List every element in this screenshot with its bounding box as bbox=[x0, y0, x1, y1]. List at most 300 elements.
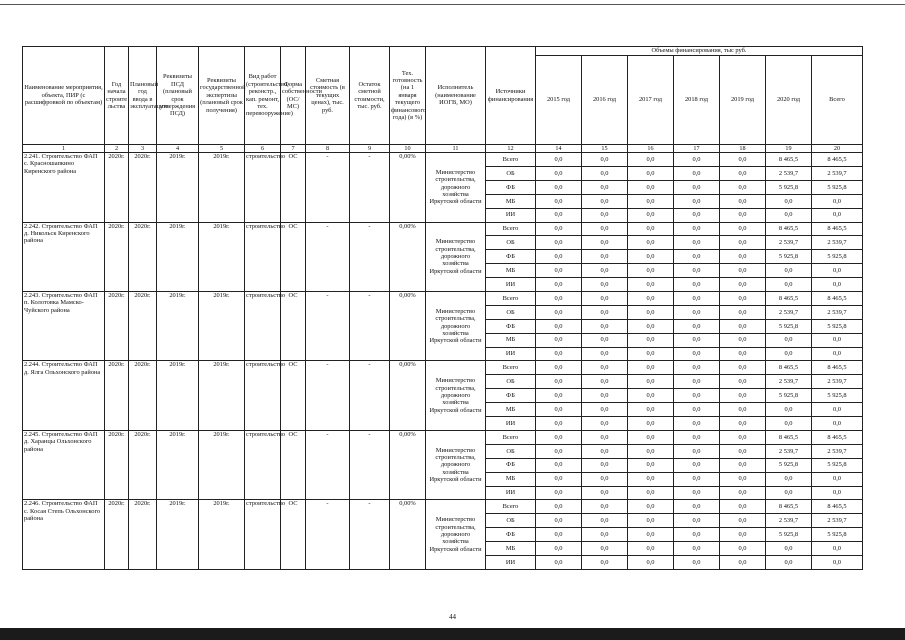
cell-commission-year: 2020г. bbox=[129, 222, 157, 291]
cell-executor: Министерство строительства, дорожного хозяйства Иркутской области bbox=[426, 361, 486, 430]
cell-funding-source: МБ bbox=[486, 542, 536, 556]
cell-amount: 0,0 bbox=[536, 278, 582, 292]
cell-amount: 8 465,5 bbox=[766, 222, 812, 236]
cell-amount: 0,0 bbox=[628, 528, 674, 542]
column-number: 12 bbox=[486, 145, 536, 153]
cell-ownership: ОС bbox=[281, 222, 306, 291]
cell-amount: 0,0 bbox=[582, 180, 628, 194]
cell-amount: 0,0 bbox=[536, 180, 582, 194]
cell-work-type: строительство bbox=[245, 292, 281, 361]
cell-psd: 2019г. bbox=[157, 500, 199, 569]
cell-amount: 0,0 bbox=[766, 278, 812, 292]
cell-amount: 0,0 bbox=[720, 305, 766, 319]
cell-amount: 0,0 bbox=[674, 264, 720, 278]
cell-funding-source: ИИ bbox=[486, 278, 536, 292]
cell-amount: 0,0 bbox=[812, 472, 863, 486]
cell-amount: 0,0 bbox=[582, 333, 628, 347]
cell-amount: 8 465,5 bbox=[766, 153, 812, 167]
financing-table bbox=[22, 46, 863, 570]
cell-amount: 0,0 bbox=[582, 361, 628, 375]
cell-amount: 0,0 bbox=[720, 292, 766, 306]
cell-amount: 0,0 bbox=[628, 555, 674, 569]
cell-amount: 0,0 bbox=[582, 528, 628, 542]
cell-executor: Министерство строительства, дорожного хозяйства Иркутской области bbox=[426, 153, 486, 222]
header-year: 2018 год bbox=[674, 56, 720, 145]
cell-funding-source: ОБ bbox=[486, 167, 536, 181]
header-row-top bbox=[23, 47, 863, 56]
cell-funding-source: Всего bbox=[486, 153, 536, 167]
cell-amount: 0,0 bbox=[628, 180, 674, 194]
table-row bbox=[23, 430, 863, 444]
cell-commission-year: 2020г. bbox=[129, 500, 157, 569]
cell-object-name: 2.245. Строительство ФАП д. Харанцы Ольхонского района bbox=[23, 430, 105, 499]
cell-work-type: строительство bbox=[245, 500, 281, 569]
cell-funding-source: МБ bbox=[486, 264, 536, 278]
cell-amount: 0,0 bbox=[766, 194, 812, 208]
cell-amount: 2 539,7 bbox=[812, 236, 863, 250]
cell-amount: 5 925,8 bbox=[812, 389, 863, 403]
cell-amount: 0,0 bbox=[628, 333, 674, 347]
cell-amount: 0,0 bbox=[674, 333, 720, 347]
cell-amount: 0,0 bbox=[720, 555, 766, 569]
cell-amount: 0,0 bbox=[720, 486, 766, 500]
cell-funding-source: ИИ bbox=[486, 208, 536, 222]
cell-amount: 0,0 bbox=[628, 153, 674, 167]
cell-amount: 0,0 bbox=[628, 486, 674, 500]
column-number: 11 bbox=[426, 145, 486, 153]
cell-amount: 0,0 bbox=[536, 542, 582, 556]
cell-start-year: 2020г. bbox=[105, 430, 129, 499]
cell-amount: 0,0 bbox=[628, 500, 674, 514]
cell-object-name: 2.246. Строительство ФАП с. Косая Степь Ольхонского района bbox=[23, 500, 105, 569]
cell-start-year: 2020г. bbox=[105, 361, 129, 430]
cell-object-name: 2.242. Строительство ФАП д. Никольск Киренского района bbox=[23, 222, 105, 291]
cell-amount: 0,0 bbox=[720, 333, 766, 347]
table-row bbox=[23, 361, 863, 375]
cell-amount: 0,0 bbox=[812, 486, 863, 500]
cell-funding-source: ФБ bbox=[486, 528, 536, 542]
cell-amount: 5 925,8 bbox=[812, 319, 863, 333]
cell-amount: 2 539,7 bbox=[812, 375, 863, 389]
cell-commission-year: 2020г. bbox=[129, 361, 157, 430]
column-number-row bbox=[23, 145, 863, 153]
cell-amount: 0,0 bbox=[674, 528, 720, 542]
cell-executor: Министерство строительства, дорожного хозяйства Иркутской области bbox=[426, 222, 486, 291]
cell-amount: 0,0 bbox=[628, 542, 674, 556]
cell-amount: 0,0 bbox=[674, 417, 720, 431]
cell-amount: 0,0 bbox=[582, 472, 628, 486]
cell-amount: 0,0 bbox=[674, 542, 720, 556]
cell-amount: 0,0 bbox=[720, 236, 766, 250]
cell-amount: 0,0 bbox=[812, 417, 863, 431]
cell-amount: 0,0 bbox=[582, 347, 628, 361]
cell-amount: 0,0 bbox=[628, 264, 674, 278]
cell-object-name: 2.241. Строительство ФАП с. Красношапкино Киренского района bbox=[23, 153, 105, 222]
cell-amount: 0,0 bbox=[628, 222, 674, 236]
top-border-line bbox=[0, 4, 905, 5]
cell-amount: 0,0 bbox=[674, 305, 720, 319]
cell-object-name: 2.243. Строительство ФАП п. Колотовка Мамско-Чуйского района bbox=[23, 292, 105, 361]
cell-amount: 0,0 bbox=[536, 292, 582, 306]
cell-amount: 2 539,7 bbox=[766, 236, 812, 250]
cell-amount: 5 925,8 bbox=[766, 319, 812, 333]
cell-psd: 2019г. bbox=[157, 292, 199, 361]
cell-amount: 0,0 bbox=[582, 236, 628, 250]
header-year: 2019 год bbox=[720, 56, 766, 145]
cell-amount: 0,0 bbox=[536, 333, 582, 347]
cell-funding-source: Всего bbox=[486, 222, 536, 236]
cell-amount: 0,0 bbox=[720, 514, 766, 528]
header-funding-group: Объемы финансирования, тыс руб. bbox=[536, 47, 863, 56]
cell-readiness: 0,00% bbox=[390, 361, 426, 430]
cell-amount: 0,0 bbox=[582, 444, 628, 458]
cell-funding-source: ФБ bbox=[486, 180, 536, 194]
header-work-type: Вид работ (строительство, реконстр., кап. ремонт, тех. перевооружение) bbox=[245, 47, 281, 145]
cell-amount: 0,0 bbox=[812, 347, 863, 361]
cell-amount: 5 925,8 bbox=[812, 250, 863, 264]
cell-amount: 0,0 bbox=[628, 305, 674, 319]
cell-estimated-cost: - bbox=[306, 222, 350, 291]
cell-expertise: 2019г. bbox=[199, 361, 245, 430]
column-number: 14 bbox=[536, 145, 582, 153]
cell-amount: 0,0 bbox=[628, 403, 674, 417]
cell-amount: 0,0 bbox=[536, 389, 582, 403]
cell-amount: 0,0 bbox=[720, 264, 766, 278]
header-year: 2017 год bbox=[628, 56, 674, 145]
cell-amount: 0,0 bbox=[812, 542, 863, 556]
header-commission-year: Плановый год ввода в эксплуатацию bbox=[129, 47, 157, 145]
cell-amount: 8 465,5 bbox=[812, 361, 863, 375]
cell-amount: 0,0 bbox=[582, 514, 628, 528]
cell-work-type: строительство bbox=[245, 222, 281, 291]
header-ownership: Форма собственности (ОС/МС) bbox=[281, 47, 306, 145]
cell-amount: 0,0 bbox=[628, 236, 674, 250]
cell-amount: 0,0 bbox=[674, 194, 720, 208]
cell-amount: 0,0 bbox=[628, 347, 674, 361]
cell-amount: 0,0 bbox=[582, 194, 628, 208]
cell-amount: 0,0 bbox=[766, 417, 812, 431]
cell-amount: 2 539,7 bbox=[766, 444, 812, 458]
column-number: 1 bbox=[23, 145, 105, 153]
cell-amount: 0,0 bbox=[582, 292, 628, 306]
header-year: 2020 год bbox=[766, 56, 812, 145]
header-name: Наименование мероприятия, объекта, ПИР (с расшифровкой по объектам) bbox=[23, 47, 105, 145]
cell-amount: 0,0 bbox=[766, 542, 812, 556]
cell-amount: 0,0 bbox=[628, 472, 674, 486]
header-start-year: Год начала строите льства bbox=[105, 47, 129, 145]
cell-amount: 0,0 bbox=[582, 430, 628, 444]
cell-amount: 5 925,8 bbox=[766, 389, 812, 403]
table-body bbox=[23, 153, 863, 570]
cell-amount: 0,0 bbox=[582, 264, 628, 278]
cell-amount: 0,0 bbox=[582, 319, 628, 333]
header-year: 2015 год bbox=[536, 56, 582, 145]
cell-funding-source: ИИ bbox=[486, 555, 536, 569]
cell-amount: 0,0 bbox=[812, 555, 863, 569]
cell-amount: 0,0 bbox=[674, 236, 720, 250]
cell-amount: 0,0 bbox=[720, 250, 766, 264]
cell-amount: 0,0 bbox=[536, 305, 582, 319]
cell-funding-source: ОБ bbox=[486, 236, 536, 250]
cell-amount: 0,0 bbox=[674, 208, 720, 222]
cell-amount: 0,0 bbox=[766, 333, 812, 347]
cell-amount: 0,0 bbox=[536, 222, 582, 236]
cell-estimated-cost: - bbox=[306, 500, 350, 569]
table-row bbox=[23, 222, 863, 236]
cell-funding-source: ИИ bbox=[486, 486, 536, 500]
cell-amount: 0,0 bbox=[720, 278, 766, 292]
cell-amount: 0,0 bbox=[582, 208, 628, 222]
cell-amount: 0,0 bbox=[674, 278, 720, 292]
bottom-scan-band bbox=[0, 628, 905, 640]
cell-amount: 2 539,7 bbox=[812, 305, 863, 319]
cell-amount: 0,0 bbox=[812, 194, 863, 208]
cell-start-year: 2020г. bbox=[105, 500, 129, 569]
cell-readiness: 0,00% bbox=[390, 430, 426, 499]
cell-amount: 0,0 bbox=[720, 361, 766, 375]
cell-amount: 0,0 bbox=[812, 264, 863, 278]
cell-funding-source: МБ bbox=[486, 472, 536, 486]
cell-amount: 0,0 bbox=[536, 555, 582, 569]
cell-amount: 0,0 bbox=[628, 361, 674, 375]
cell-amount: 0,0 bbox=[536, 500, 582, 514]
column-number: 15 bbox=[582, 145, 628, 153]
column-number: 3 bbox=[129, 145, 157, 153]
cell-amount: 0,0 bbox=[766, 403, 812, 417]
cell-executor: Министерство строительства, дорожного хозяйства Иркутской области bbox=[426, 430, 486, 499]
cell-amount: 0,0 bbox=[720, 403, 766, 417]
cell-amount: 0,0 bbox=[766, 264, 812, 278]
cell-funding-source: ФБ bbox=[486, 250, 536, 264]
cell-amount: 0,0 bbox=[766, 208, 812, 222]
column-number: 5 bbox=[199, 145, 245, 153]
header-executor: Исполнитель (наименование ИОГВ, МО) bbox=[426, 47, 486, 145]
cell-amount: 0,0 bbox=[628, 458, 674, 472]
cell-amount: 0,0 bbox=[582, 542, 628, 556]
cell-funding-source: ИИ bbox=[486, 347, 536, 361]
cell-amount: 0,0 bbox=[582, 458, 628, 472]
cell-amount: 0,0 bbox=[674, 292, 720, 306]
cell-psd: 2019г. bbox=[157, 430, 199, 499]
cell-amount: 2 539,7 bbox=[812, 514, 863, 528]
cell-ownership: ОС bbox=[281, 361, 306, 430]
cell-ownership: ОС bbox=[281, 430, 306, 499]
cell-commission-year: 2020г. bbox=[129, 153, 157, 222]
header-year: 2016 год bbox=[582, 56, 628, 145]
cell-estimated-cost: - bbox=[306, 361, 350, 430]
cell-amount: 0,0 bbox=[628, 292, 674, 306]
cell-amount: 5 925,8 bbox=[766, 180, 812, 194]
cell-object-name: 2.244. Строительство ФАП д. Ялга Ольхонского района bbox=[23, 361, 105, 430]
cell-amount: 0,0 bbox=[720, 389, 766, 403]
cell-remaining-cost: - bbox=[350, 430, 390, 499]
cell-funding-source: ФБ bbox=[486, 389, 536, 403]
cell-amount: 0,0 bbox=[720, 222, 766, 236]
column-number: 2 bbox=[105, 145, 129, 153]
cell-expertise: 2019г. bbox=[199, 153, 245, 222]
header-total: Всего bbox=[812, 56, 863, 145]
cell-amount: 5 925,8 bbox=[812, 458, 863, 472]
cell-amount: 0,0 bbox=[536, 319, 582, 333]
column-number: 10 bbox=[390, 145, 426, 153]
cell-amount: 0,0 bbox=[720, 194, 766, 208]
cell-amount: 2 539,7 bbox=[766, 514, 812, 528]
cell-executor: Министерство строительства, дорожного хозяйства Иркутской области bbox=[426, 500, 486, 569]
cell-amount: 0,0 bbox=[582, 153, 628, 167]
cell-amount: 0,0 bbox=[674, 361, 720, 375]
cell-amount: 0,0 bbox=[674, 403, 720, 417]
cell-commission-year: 2020г. bbox=[129, 292, 157, 361]
cell-commission-year: 2020г. bbox=[129, 430, 157, 499]
cell-amount: 0,0 bbox=[674, 472, 720, 486]
cell-amount: 0,0 bbox=[582, 278, 628, 292]
cell-amount: 8 465,5 bbox=[812, 500, 863, 514]
cell-amount: 0,0 bbox=[536, 458, 582, 472]
cell-expertise: 2019г. bbox=[199, 292, 245, 361]
cell-funding-source: Всего bbox=[486, 292, 536, 306]
cell-amount: 0,0 bbox=[766, 486, 812, 500]
column-number: 7 bbox=[281, 145, 306, 153]
cell-amount: 0,0 bbox=[674, 444, 720, 458]
cell-amount: 0,0 bbox=[720, 500, 766, 514]
cell-amount: 0,0 bbox=[812, 403, 863, 417]
cell-amount: 0,0 bbox=[812, 333, 863, 347]
cell-readiness: 0,00% bbox=[390, 292, 426, 361]
table-row bbox=[23, 153, 863, 167]
cell-amount: 8 465,5 bbox=[812, 153, 863, 167]
cell-amount: 0,0 bbox=[674, 389, 720, 403]
cell-expertise: 2019г. bbox=[199, 222, 245, 291]
cell-amount: 0,0 bbox=[628, 444, 674, 458]
cell-amount: 0,0 bbox=[628, 319, 674, 333]
cell-amount: 0,0 bbox=[536, 472, 582, 486]
cell-work-type: строительство bbox=[245, 153, 281, 222]
cell-amount: 0,0 bbox=[720, 472, 766, 486]
cell-amount: 8 465,5 bbox=[812, 292, 863, 306]
cell-amount: 0,0 bbox=[628, 417, 674, 431]
cell-amount: 0,0 bbox=[582, 389, 628, 403]
cell-amount: 0,0 bbox=[536, 347, 582, 361]
cell-amount: 0,0 bbox=[582, 167, 628, 181]
cell-amount: 0,0 bbox=[628, 167, 674, 181]
column-number: 9 bbox=[350, 145, 390, 153]
cell-amount: 0,0 bbox=[720, 167, 766, 181]
cell-psd: 2019г. bbox=[157, 222, 199, 291]
cell-amount: 0,0 bbox=[628, 250, 674, 264]
cell-amount: 0,0 bbox=[812, 278, 863, 292]
cell-amount: 2 539,7 bbox=[766, 305, 812, 319]
cell-amount: 0,0 bbox=[720, 458, 766, 472]
cell-expertise: 2019г. bbox=[199, 500, 245, 569]
cell-amount: 0,0 bbox=[536, 250, 582, 264]
cell-amount: 0,0 bbox=[674, 500, 720, 514]
cell-estimated-cost: - bbox=[306, 430, 350, 499]
cell-start-year: 2020г. bbox=[105, 292, 129, 361]
cell-amount: 0,0 bbox=[536, 514, 582, 528]
cell-amount: 0,0 bbox=[720, 444, 766, 458]
cell-amount: 0,0 bbox=[536, 375, 582, 389]
cell-amount: 0,0 bbox=[720, 542, 766, 556]
cell-amount: 5 925,8 bbox=[812, 180, 863, 194]
cell-amount: 0,0 bbox=[674, 167, 720, 181]
cell-funding-source: ФБ bbox=[486, 319, 536, 333]
cell-psd: 2019г. bbox=[157, 361, 199, 430]
table-row bbox=[23, 500, 863, 514]
cell-amount: 0,0 bbox=[674, 250, 720, 264]
cell-amount: 0,0 bbox=[536, 194, 582, 208]
cell-amount: 8 465,5 bbox=[766, 292, 812, 306]
cell-amount: 0,0 bbox=[628, 375, 674, 389]
cell-amount: 0,0 bbox=[536, 361, 582, 375]
cell-amount: 0,0 bbox=[674, 486, 720, 500]
cell-funding-source: ОБ bbox=[486, 514, 536, 528]
cell-amount: 0,0 bbox=[674, 319, 720, 333]
cell-amount: 0,0 bbox=[536, 236, 582, 250]
page-number: 44 bbox=[449, 613, 456, 621]
header-remaining-cost: Остаток сметной стоимости, тыс. руб. bbox=[350, 47, 390, 145]
cell-start-year: 2020г. bbox=[105, 153, 129, 222]
cell-work-type: строительство bbox=[245, 430, 281, 499]
cell-amount: 0,0 bbox=[674, 180, 720, 194]
cell-amount: 0,0 bbox=[674, 430, 720, 444]
cell-funding-source: ФБ bbox=[486, 458, 536, 472]
column-number: 16 bbox=[628, 145, 674, 153]
cell-start-year: 2020г. bbox=[105, 222, 129, 291]
column-number: 19 bbox=[766, 145, 812, 153]
cell-amount: 0,0 bbox=[674, 347, 720, 361]
cell-remaining-cost: - bbox=[350, 500, 390, 569]
cell-funding-source: МБ bbox=[486, 333, 536, 347]
header-funding-source: Источники финансирования bbox=[486, 47, 536, 145]
cell-amount: 0,0 bbox=[674, 555, 720, 569]
column-number: 6 bbox=[245, 145, 281, 153]
cell-amount: 0,0 bbox=[674, 514, 720, 528]
cell-amount: 0,0 bbox=[582, 417, 628, 431]
cell-amount: 2 539,7 bbox=[812, 167, 863, 181]
cell-amount: 0,0 bbox=[628, 389, 674, 403]
cell-amount: 0,0 bbox=[720, 347, 766, 361]
cell-amount: 0,0 bbox=[536, 430, 582, 444]
cell-amount: 0,0 bbox=[536, 528, 582, 542]
cell-ownership: ОС bbox=[281, 292, 306, 361]
cell-amount: 0,0 bbox=[628, 278, 674, 292]
cell-amount: 0,0 bbox=[628, 430, 674, 444]
cell-readiness: 0,00% bbox=[390, 500, 426, 569]
cell-executor: Министерство строительства, дорожного хозяйства Иркутской области bbox=[426, 292, 486, 361]
cell-funding-source: Всего bbox=[486, 500, 536, 514]
cell-amount: 0,0 bbox=[766, 472, 812, 486]
cell-amount: 0,0 bbox=[582, 375, 628, 389]
cell-psd: 2019г. bbox=[157, 153, 199, 222]
cell-remaining-cost: - bbox=[350, 292, 390, 361]
cell-amount: 8 465,5 bbox=[812, 430, 863, 444]
cell-ownership: ОС bbox=[281, 153, 306, 222]
cell-funding-source: ОБ bbox=[486, 375, 536, 389]
cell-amount: 8 465,5 bbox=[766, 500, 812, 514]
cell-amount: 0,0 bbox=[766, 347, 812, 361]
cell-funding-source: ОБ bbox=[486, 305, 536, 319]
header-estimated-cost: Сметная стоимость (в текущих ценах), тыс. руб. bbox=[306, 47, 350, 145]
cell-amount: 8 465,5 bbox=[766, 361, 812, 375]
cell-amount: 0,0 bbox=[766, 555, 812, 569]
cell-funding-source: Всего bbox=[486, 361, 536, 375]
column-number: 4 bbox=[157, 145, 199, 153]
cell-amount: 0,0 bbox=[720, 375, 766, 389]
cell-funding-source: МБ bbox=[486, 194, 536, 208]
cell-amount: 0,0 bbox=[536, 486, 582, 500]
cell-amount: 5 925,8 bbox=[766, 458, 812, 472]
column-number: 18 bbox=[720, 145, 766, 153]
